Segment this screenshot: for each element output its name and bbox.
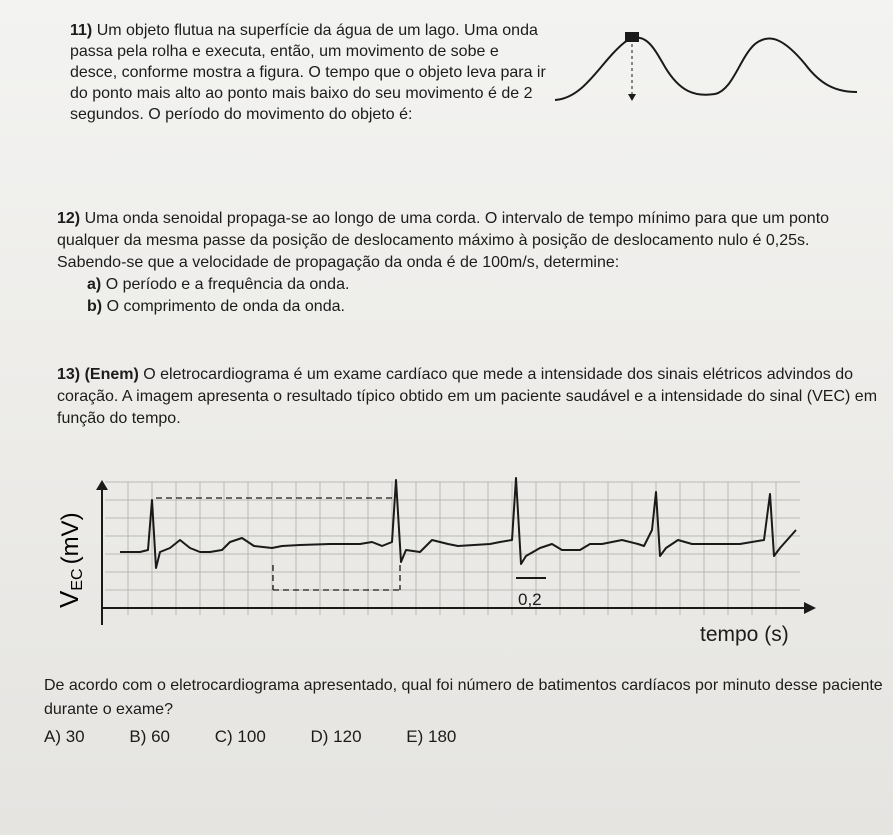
option-b[interactable]: B) 60 — [129, 727, 171, 746]
option-d[interactable]: D) 120 — [310, 727, 362, 746]
ecg-grid — [105, 482, 800, 615]
x-axis-label: tempo (s) — [700, 623, 789, 646]
question-12-item-a: a) O período e a frequência da onda. — [87, 276, 350, 293]
question-11-text: Um objeto flutua na superfície da água de um lago. Uma onda passa pela rolha e executa, então, um movimento de sobe e desce, conforme mostra a figura. O tempo que o objeto leva para ir do ponto mais alto ao ponto mais baixo do seu movimento é de 2 segundos. O período do movimento do objeto é: — [70, 22, 546, 123]
question-11 — [70, 20, 550, 125]
y-axis-label — [50, 500, 90, 610]
question-11-number: 11) — [70, 22, 93, 39]
ecg-figure — [60, 460, 820, 630]
question-13-source: (Enem) — [84, 366, 139, 383]
cork-object — [625, 32, 639, 42]
option-a[interactable]: A) 30 — [44, 727, 85, 746]
y-axis-label-symbol: V — [54, 590, 84, 608]
question-12-number: 12) — [57, 210, 81, 227]
x-axis-arrow-icon — [804, 602, 816, 614]
question-13 — [57, 364, 887, 430]
question-13-number: 13) — [57, 366, 81, 383]
answer-options — [44, 727, 496, 747]
question-13-prompt: De acordo com o eletrocardiograma apresentado, qual foi número de batimentos cardíacos por minuto desse paciente durante o exame? — [44, 677, 883, 718]
water-wave-figure — [555, 22, 860, 117]
option-c[interactable]: C) 100 — [214, 727, 266, 746]
question-12-items — [87, 274, 857, 318]
arrow-down-icon — [628, 94, 636, 101]
svg-text:VEC(mV) — [54, 512, 86, 608]
water-wave-curve — [555, 38, 857, 100]
question-12 — [57, 208, 857, 318]
scale-label: 0,2 — [518, 590, 542, 609]
y-axis-label-unit: (mV) — [57, 512, 84, 565]
option-e[interactable]: E) 180 — [406, 727, 457, 746]
question-12-text: Uma onda senoidal propaga-se ao longo de uma corda. O intervalo de tempo mínimo para que um ponto qualquer da mesma passe da posição de deslocamento máximo à posição de deslocamento nulo é 0,25s. Sabendo-se que a velocidade de propagação da onda é de 100m/s, determine: — [57, 210, 830, 271]
y-axis-label-subscript: EC — [69, 568, 86, 591]
question-13-text: O eletrocardiograma é um exame cardíaco que mede a intensidade dos sinais elétricos advindos do coração. A imagem apresenta o resultado típico obtido em um paciente saudável e a intensidade do sinal (VEC) em função do tempo. — [57, 366, 878, 427]
question-12-item-b: b) O comprimento de onda da onda. — [87, 298, 345, 315]
